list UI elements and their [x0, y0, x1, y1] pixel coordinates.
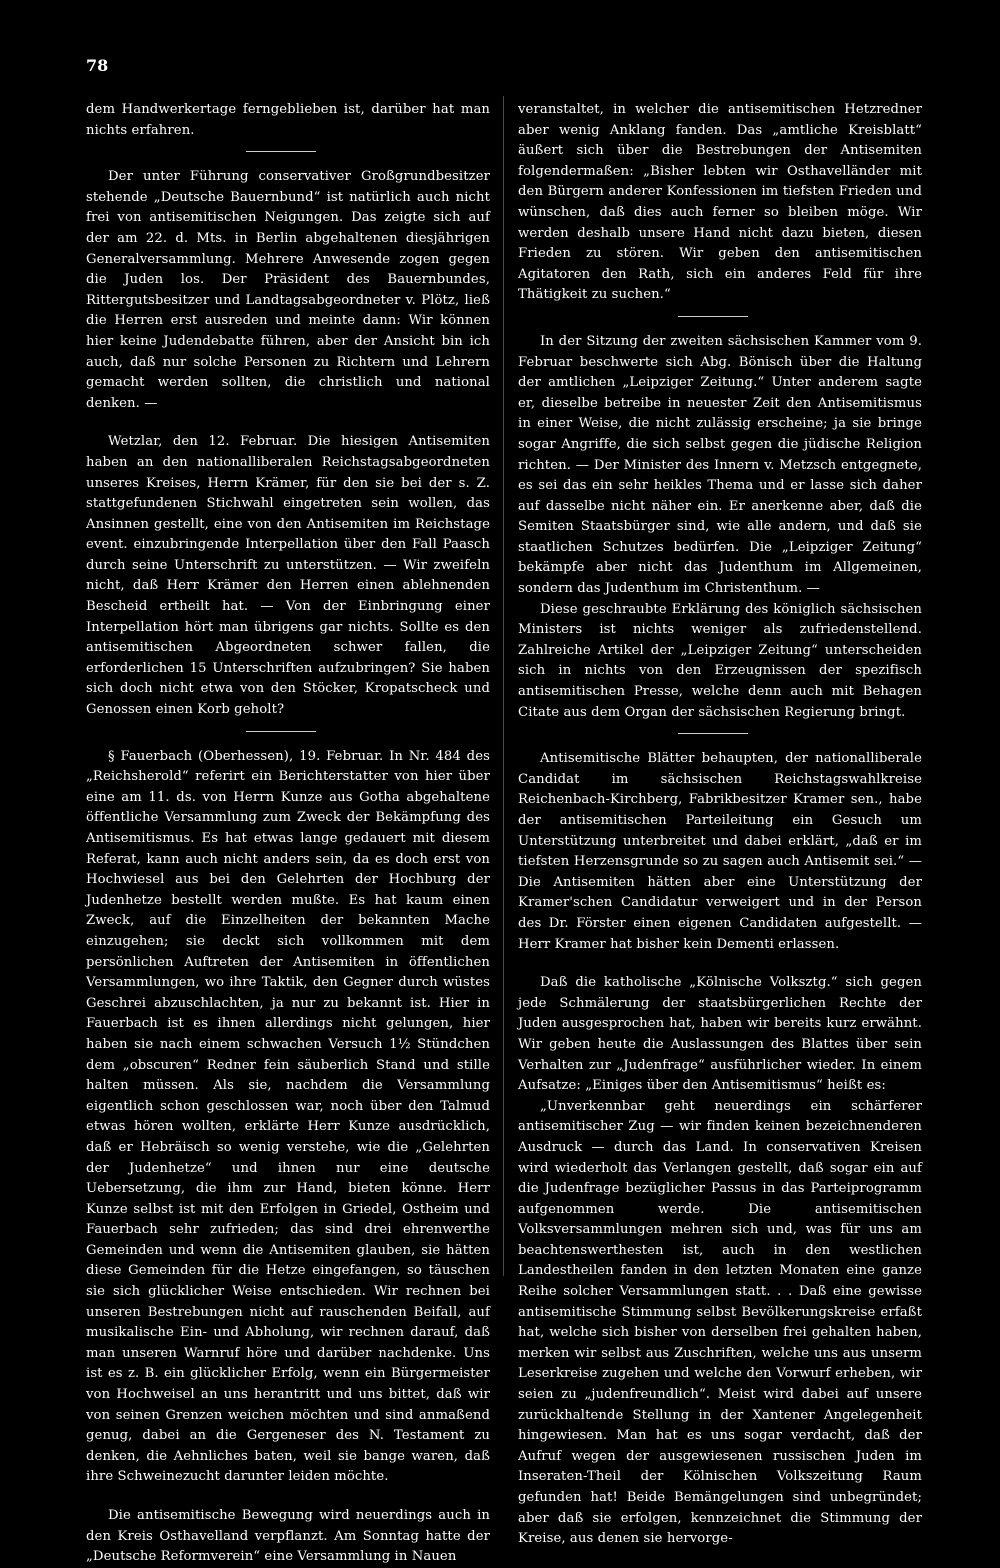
section-gap — [86, 414, 490, 432]
article-paragraph: Der unter Führung conservativer Großgrundbesitzer stehende „Deutsche Bauernbund“ ist natürlich auch nicht frei von antisemitischen Neigungen. Das zeigte sich auf der am 22. d. Mts. in Berlin abgehaltenen diesjährigen Generalversammlung. Mehrere Anwesende zogen gegen die Juden los. Der Präsident des Bauernbundes, Rittergutsbesitzer und Landtagsabgeordneter v. Plötz, ließ die Herren erst ausreden und meinte dann: Wir können hier keine Judendebatte führen, aber der Ansicht bin ich auch, daß nur solche Personen zu Richtern und Lehrern gemacht werden sollten, die christlich und national denken. — — [86, 169, 490, 411]
section-divider — [518, 310, 922, 324]
article-paragraph: dem Handwerkertage ferngeblieben ist, darüber hat man nichts erfahren. — [86, 102, 490, 138]
article-paragraph: In der Sitzung der zweiten sächsischen Kammer vom 9. Februar beschwerte sich Abg. Bönisch über die Haltung der amtlichen „Leipziger Zeitung.“ Unter anderem sagte er, dieselbe betreibe in neuester Zeit den Antisemitismus in einer Weise, die nicht zulässig erscheine; ja sie bringe sogar Angriffe, die sich selbst gegen die jüdische Religion richten. — Der Minister des Innern v. Metzsch entgegnete, es sei das ein sehr heikles Thema und er lasse sich daher auf dasselbe nicht näher ein. Er anerkenne aber, daß die Semiten Staatsbürger sind, wie alle andern, und daß sie staatlichen Schutzes bedürfen. Die „Leipziger Zeitung“ bekämpfe aber nicht das Judenthum im Allgemeinen, sondern das Judenthum im Christenthum. — — [518, 333, 922, 597]
left-column — [86, 100, 490, 1568]
page-number: 78 — [86, 56, 109, 75]
section-divider — [518, 727, 922, 741]
article-paragraph: Daß die katholische „Kölnische Volksztg.“ sich gegen jede Schmälerung der staatsbürgerlichen Rechte der Juden ausgesprochen hat, haben wir bereits kurz erwähnt. Wir geben heute die Auslassungen des Blattes über sein Verhalten zur „Judenfrage“ ausführlicher wieder. In einem Aufsatze: „Einiges über den Antisemitismus“ heißt es: — [518, 975, 922, 1094]
section-gap — [518, 955, 922, 973]
article-paragraph: Diese geschraubte Erklärung des königlich sächsischen Ministers ist nichts weniger als zufriedenstellend. Zahlreiche Artikel der „Leipziger Zeitung“ unterscheiden sich in nichts von den Erzeugnissen der spezifisch antisemitischen Presse, welche denn auch mit Behagen Citate aus dem Organ der sächsischen Regierung bringt. — [518, 601, 922, 720]
column-rule — [503, 96, 504, 1276]
article-paragraph: veranstaltet, in welcher die antisemitischen Hetzredner aber wenig Anklang fanden. Das „amtliche Kreisblatt“ äußert sich über die Bestrebungen der Antisemiten folgendermaßen: „Bisher lebten wir Osthavelländer mit den Bürgern anderer Konfessionen im tiefsten Frieden und wünschen, daß dies auch ferner so bleiben möge. Wir werden deshalb unsere Hand nicht dazu bieten, diesen Frieden zu stören. Wir geben den antisemitischen Agitatoren den Rath, sich ein anderes Feld für ihre Thätigkeit zu suchen.“ — [518, 102, 922, 303]
article-paragraph: Antisemitische Blätter behaupten, der nationalliberale Candidat im sächsischen Reichstagswahlkreise Reichenbach-Kirchberg, Fabrikbesitzer Kramer sen., habe der antisemitischen Parteileitung ein Gesuch um Unterstützung unterbreitet und dabei erklärt, „daß er im tiefsten Herzensgrunde so zu sagen auch Antisemit sei.“ — Die Antisemiten hätten aber eine Unterstützung der Kramer'schen Candidatur verweigert und in der Person des Dr. Förster einen eigenen Candidaten aufgestellt. — Herr Kramer hat bisher kein Dementi erlassen. — [518, 751, 922, 952]
section-divider — [86, 145, 490, 159]
article-paragraph: § Fauerbach (Oberhessen), 19. Februar. In Nr. 484 des „Reichsherold“ referirt ein Berichterstatter von hier über eine am 11. ds. von Herrn Kunze aus Gotha abgehaltene öffentliche Versammlung zum Zweck der Bekämpfung des Antisemitismus. Es hat etwas lange gedauert mit diesem Referat, kann auch nicht anders sein, da es doch erst von Hochwiesel aus bei den Gelehrten der Hochburg der Judenhetze bestellt werden mußte. Es hat kaum einen Zweck, auf die Einzelheiten der bekannten Mache einzugehen; sie deckt sich vollkommen mit dem persönlichen Auftreten der Antisemiten in öffentlichen Versammlungen, wo ihre Taktik, den Gegner durch wüstes Geschrei abzuschlachten, ja nur zu bekannt ist. Hier in Fauerbach ist es ihnen allerdings nicht gelungen, hier haben sie nach einem schwachen Versuch 1½ Stündchen dem „obscuren“ Redner fein säuberlich Stand und stille halten müssen. Als sie, nachdem die Versammlung eigentlich schon geschlossen war, noch über den Talmud etwas hören wollten, erklärte Herr Kunze ausdrücklich, daß er Hebräisch so wenig verstehe, wie die „Gelehrten der Judenhetze“ und ihnen nur eine deutsche Uebersetzung, die ihm zur Hand, bieten könne. Herr Kunze selbst ist mit den Erfolgen in Griedel, Ostheim und Fauerbach sehr zufrieden; das sind drei ehrenwerthe Gemeinden und wenn die Antisemiten glauben, sie hätten diese Gemeinden für die Hetze eingefangen, so täuschen sie sich glücklicher Weise entschieden. Wir rechnen bei unseren Bestrebungen nicht auf rauschenden Beifall, auf musikalische Ein- und Abholung, wir rechnen darauf, daß man unseren Warnruf höre und darüber nachdenke. Uns ist es z. B. ein glücklicher Erfolg, wenn ein Bürgermeister von Hochweisel an uns herantritt und uns bittet, daß wir von seinen Grenzen weichen möchten und sind anmaßend genug, dabei an die Gergeneser des N. Testament zu denken, die Aehnliches baten, weil sie bange waren, daß ihre Schweinezucht darunter leiden möchte. — [86, 748, 490, 1485]
right-column — [518, 100, 922, 1550]
article-paragraph: „Unverkennbar geht neuerdings ein schärferer antisemitischer Zug — wir finden keinen bezeichnenderen Ausdruck — durch das Land. In conservativen Kreisen wird wiederholt das Verlangen gestellt, daß sogar ein auf die Judenfrage bezüglicher Passus in das Parteiprogramm aufgenommen werde. Die antisemitischen Volksversammlungen mehren sich und, was für uns am beachtenswerthesten ist, auch in den westlichen Landestheilen fanden in den letzten Monaten eine ganze Reihe solcher Versammlungen statt. . . Daß eine gewisse antisemitische Stimmung selbst Bevölkerungskreise erfaßt hat, welche sich bisher von derselben frei gehalten haben, merken wir selbst aus Zuschriften, welche uns aus unserm Leserkreise zugehen und welche den Vorwurf erheben, wir seien zu „judenfreundlich“. Meist wird dabei auf unsere zurückhaltende Stellung in der Xantener Angelegenheit hingewiesen. Man hat es uns sogar verdacht, daß der Aufruf wegen der ausgewiesenen russischen Juden im Inseraten-Theil der Kölnischen Volkszeitung Raum gefunden hat! Beide Bemängelungen sind unbegründet; aber daß sie erfolgen, kennzeichnet die Stimmung der Kreise, aus denen sie hervorge- — [518, 1098, 922, 1547]
section-divider — [86, 725, 490, 739]
section-gap — [86, 1488, 490, 1506]
article-paragraph: Die antisemitische Bewegung wird neuerdings auch in den Kreis Osthavelland verpflanzt. Am Sonntag hatte der „Deutsche Reformverein“ eine Versammlung in Nauen — [86, 1508, 490, 1565]
article-paragraph: Wetzlar, den 12. Februar. Die hiesigen Antisemiten haben an den nationalliberalen Reichstagsabgeordneten unseres Kreises, Herrn Krämer, für den sie bei der s. Z. stattgefundenen Stichwahl eingetreten sein wollen, das Ansinnen gestellt, eine von den Antisemiten im Reichstage event. einzubringende Interpellation über den Fall Paasch durch seine Unterschrift zu unterstützen. — Wir zweifeln nicht, daß Herr Krämer den Herren einen ablehnenden Bescheid ertheilt hat. — Von der Einbringung einer Interpellation hört man übrigens gar nichts. Sollte es den antisemitischen Abgeordneten schwer fallen, die erforderlichen 15 Unterschriften aufzubringen? Sie haben sich doch nicht etwa von den Stöcker, Kropatscheck und Genossen einen Korb geholt? — [86, 434, 490, 718]
